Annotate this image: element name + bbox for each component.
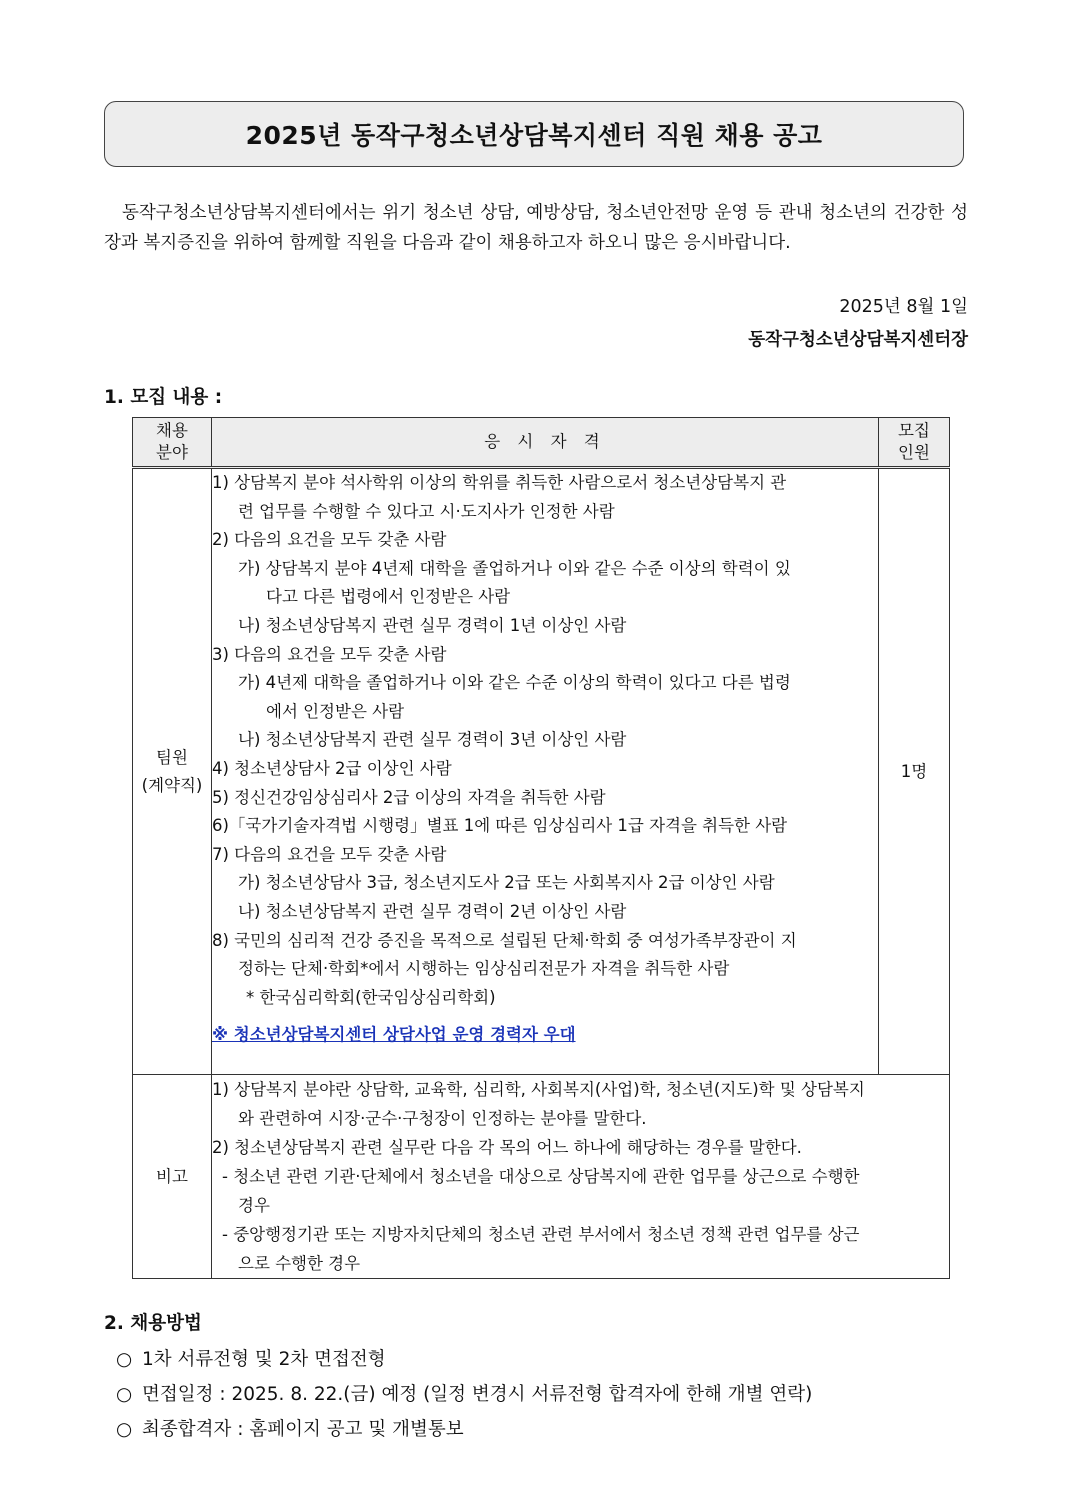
note-line: - 중앙행정기관 또는 지방자치단체의 청소년 관련 부서에서 청소년 정책 관련 업무를 상근 (222, 1225, 860, 1244)
method-item: ○ 면접일정 : 2025. 8. 22.(금) 예정 (일정 변경시 서류전형 합격자에 한해 개별 연락) (116, 1377, 812, 1412)
qualification-line: * 한국심리학회(한국임상심리학회) (246, 987, 496, 1007)
qualification-line: 련 업무를 수행할 수 있다고 시·도지사가 인정한 사람 (238, 501, 615, 521)
position-cell: 팀원 (계약직) (133, 468, 212, 1075)
qualification-line: 나) 청소년상담복지 관련 실무 경력이 2년 이상인 사람 (238, 901, 627, 921)
header-field: 채용 분야 (133, 418, 212, 468)
qualification-line: 다고 다른 법령에서 인정받은 사람 (266, 587, 511, 607)
notice-issuer: 동작구청소년상담복지센터장 (748, 330, 968, 350)
qualification-line: 3) 다음의 요건을 모두 갖춘 사람 (212, 644, 447, 664)
qualification-line: 가) 4년제 대학을 졸업하거나 이와 같은 수준 이상의 학력이 있다고 다른 법령 (238, 673, 791, 693)
method-item: ○ 최종합격자 : 홈페이지 공고 및 개별통보 (116, 1412, 812, 1447)
table-row-position (133, 468, 950, 1075)
qualification-line: 가) 상담복지 분야 4년제 대학을 졸업하거나 이와 같은 수준 이상의 학력이 있 (238, 558, 791, 578)
note-line: 1) 상담복지 분야란 상담학, 교육학, 심리학, 사회복지(사업)학, 청소년(지도)학 및 상담복지 (212, 1080, 865, 1099)
recruitment-table (132, 417, 950, 1279)
count-cell: 1명 (879, 468, 950, 1075)
qualification-line: 나) 청소년상담복지 관련 실무 경력이 3년 이상인 사람 (238, 730, 627, 750)
method-list (116, 1342, 812, 1447)
table-header-row (133, 418, 950, 468)
note-line: 2) 청소년상담복지 관련 실무란 다음 각 목의 어느 하나에 해당하는 경우를 말한다. (212, 1138, 802, 1157)
qualification-line: 8) 국민의 심리적 건강 증진을 목적으로 설립된 단체·학회 중 여성가족부장관이 지 (212, 930, 797, 950)
qualification-line: 1) 상담복지 분야 석사학위 이상의 학위를 취득한 사람으로서 청소년상담복지 관 (212, 473, 787, 492)
circle-bullet-icon: ○ (116, 1419, 133, 1440)
qualification-line: 7) 다음의 요건을 모두 갖춘 사람 (212, 844, 447, 864)
qualification-line: 6)「국가기술자격법 시행령」별표 1에 따른 임상심리사 1급 자격을 취득한 사람 (212, 816, 788, 836)
qualification-line: 가) 청소년상담사 3급, 청소년지도사 2급 또는 사회복지사 2급 이상인 사람 (238, 873, 775, 893)
qualification-line: 나) 청소년상담복지 관련 실무 경력이 1년 이상인 사람 (238, 615, 627, 635)
note-line: 으로 수행한 경우 (238, 1254, 361, 1273)
note-label-cell: 비고 (133, 1075, 212, 1279)
circle-bullet-icon: ○ (116, 1384, 133, 1405)
table-row-note (133, 1075, 950, 1279)
note-cell (212, 1075, 950, 1279)
section2-heading: 2. 채용방법 (104, 1313, 202, 1334)
intro-paragraph (104, 198, 968, 258)
qualification-line: 4) 청소년상담사 2급 이상인 사람 (212, 758, 452, 778)
preference-note: ※ 청소년상담복지센터 상담사업 운영 경력자 우대 (212, 1025, 576, 1045)
circle-bullet-icon: ○ (116, 1349, 133, 1370)
qualification-line: 5) 정신건강임상심리사 2급 이상의 자격을 취득한 사람 (212, 787, 606, 807)
qualification-cell (212, 468, 879, 1075)
method-item: ○ 1차 서류전형 및 2차 면접전형 (116, 1342, 812, 1377)
qualification-line: 정하는 단체·학회*에서 시행하는 임상심리전문가 자격을 취득한 사람 (238, 959, 730, 979)
section1-heading: 1. 모집 내용 : (104, 387, 223, 408)
qualification-line: 2) 다음의 요건을 모두 갖춘 사람 (212, 530, 447, 550)
notice-title: 2025년 동작구청소년상담복지센터 직원 채용 공고 (104, 101, 964, 167)
header-qualification: 응 시 자 격 (212, 418, 879, 468)
intro-text: 동작구청소년상담복지센터에서는 위기 청소년 상담, 예방상담, 청소년안전망 운영 등 관내 청소년의 건강한 성장과 복지증진을 위하여 함께할 직원을 다음과 같이 채용하고자 하오니 많은 응시바랍니다. (104, 203, 968, 253)
note-line: 와 관련하여 시장·군수·구청장이 인정하는 분야를 말한다. (238, 1109, 647, 1128)
note-line: - 청소년 관련 기관·단체에서 청소년을 대상으로 상담복지에 관한 업무를 상근으로 수행한 (222, 1167, 860, 1186)
qualification-line: 에서 인정받은 사람 (266, 701, 405, 721)
note-line: 경우 (238, 1196, 270, 1215)
notice-date: 2025년 8월 1일 (839, 297, 968, 317)
header-count: 모집 인원 (879, 418, 950, 468)
